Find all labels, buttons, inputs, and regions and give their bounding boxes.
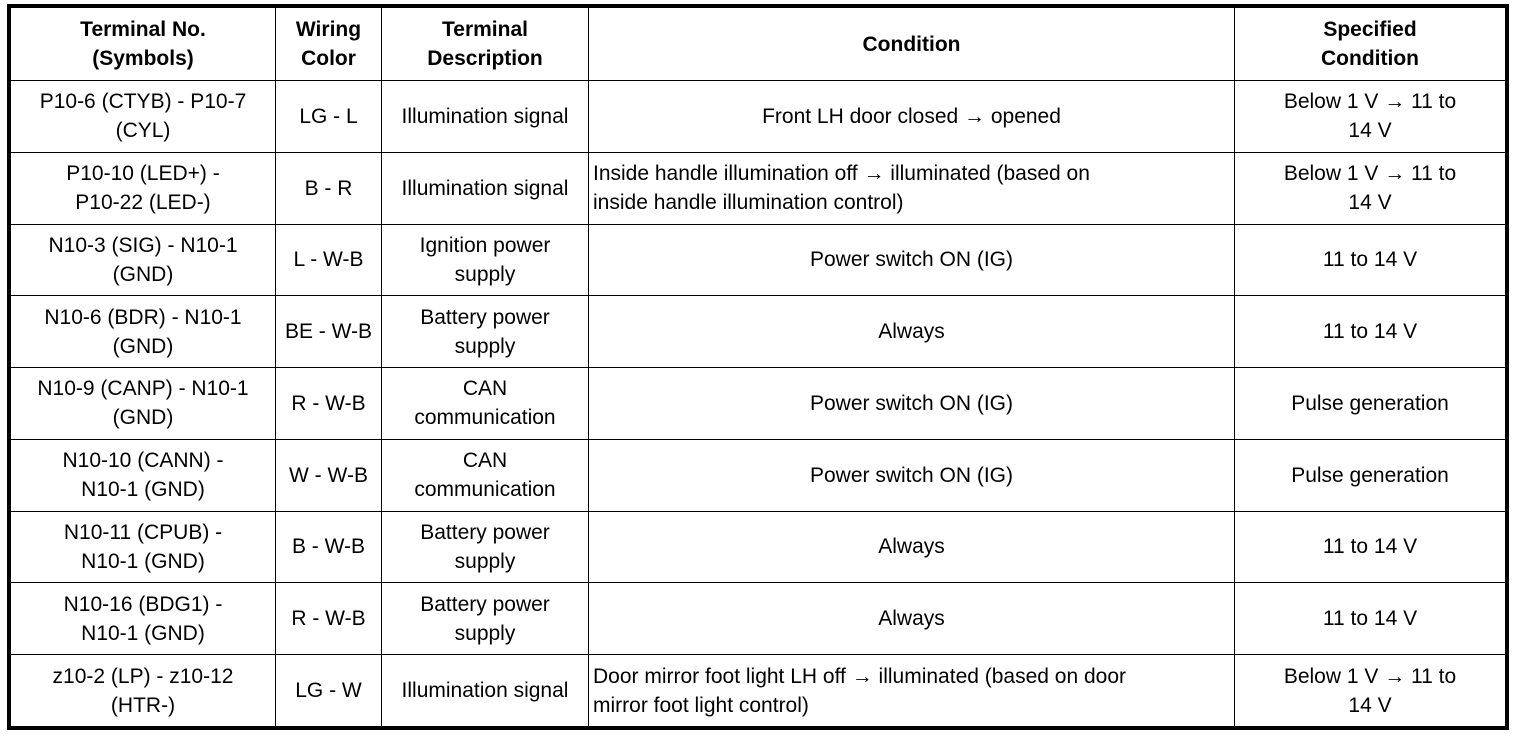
description-cell-line1: Illumination signal — [401, 679, 569, 703]
terminal-cell-line1: z10-2 (LP) - z10-12 — [52, 664, 234, 688]
wiring-color-cell-text: R - W-B — [291, 607, 366, 631]
description-cell-line2: supply — [454, 334, 516, 358]
specified-condition-cell-line1: 11 to 14 V — [1322, 535, 1418, 559]
terminal-cell — [11, 296, 276, 368]
specified-condition-cell — [1235, 439, 1506, 511]
terminal-cell-line2: N10-1 (GND) — [81, 621, 205, 645]
specified-condition-cell — [1235, 368, 1506, 440]
specified-condition-cell — [1235, 655, 1506, 727]
terminal-cell — [11, 152, 276, 224]
condition-cell — [589, 511, 1235, 583]
description-cell-line1: Battery power — [420, 592, 550, 616]
table-body — [11, 81, 1506, 727]
condition-cell-line2: inside handle illumination control) — [593, 191, 904, 215]
condition-cell-line1: Always — [878, 607, 945, 631]
terminal-cell-line2: (GND) — [112, 406, 174, 430]
terminal-cell — [11, 368, 276, 440]
terminal-cell-line1: N10-6 (BDR) - N10-1 — [44, 305, 242, 329]
table-row — [11, 655, 1506, 727]
specified-condition-cell-line1: Pulse generation — [1291, 391, 1449, 415]
wiring-color-cell — [276, 655, 382, 727]
terminal-cell — [11, 81, 276, 153]
condition-cell-line1: Power switch ON (IG) — [809, 248, 1014, 272]
wiring-color-cell-text: LG - W — [295, 679, 362, 703]
header-wiring-color — [276, 8, 382, 81]
header-wiring-color-line1: Wiring — [295, 18, 362, 41]
condition-cell-line1: Power switch ON (IG) — [809, 391, 1014, 415]
specified-condition-cell — [1235, 296, 1506, 368]
terminal-cell-line1: N10-10 (CANN) - — [62, 449, 224, 473]
header-row — [11, 8, 1506, 81]
table-row — [11, 81, 1506, 153]
condition-cell — [589, 224, 1235, 296]
description-cell-line1: Battery power — [420, 520, 550, 544]
header-wiring-color-line2: Color — [301, 47, 356, 70]
description-cell-line2: supply — [454, 549, 516, 573]
terminal-cell — [11, 511, 276, 583]
terminal-cell-line1: P10-10 (LED+) - — [66, 162, 220, 186]
terminal-cell-line2: (GND) — [112, 334, 174, 358]
description-cell-line1: CAN — [462, 377, 508, 401]
terminal-cell-line2: (CYL) — [115, 119, 171, 143]
specified-condition-cell-line1: Below 1 V → 11 to — [1283, 664, 1457, 688]
specified-condition-cell-line2: 14 V — [1348, 693, 1392, 717]
table-row — [11, 439, 1506, 511]
header-terminal-description — [382, 8, 589, 81]
wiring-color-cell — [276, 583, 382, 655]
terminal-cell — [11, 224, 276, 296]
description-cell — [382, 583, 589, 655]
terminal-cell-line1: N10-3 (SIG) - N10-1 — [48, 233, 238, 257]
terminal-table-frame — [7, 4, 1509, 730]
wiring-color-cell — [276, 224, 382, 296]
condition-cell — [589, 583, 1235, 655]
terminal-cell — [11, 655, 276, 727]
condition-cell — [589, 368, 1235, 440]
terminal-cell — [11, 439, 276, 511]
specified-condition-cell — [1235, 81, 1506, 153]
terminal-cell-line1: N10-11 (CPUB) - — [63, 520, 223, 544]
description-cell-line2: communication — [414, 406, 556, 430]
description-cell-line1: Illumination signal — [401, 176, 569, 200]
description-cell-line2: communication — [414, 478, 556, 502]
header-terminal-no-line2: (Symbols) — [92, 47, 194, 70]
condition-cell — [589, 439, 1235, 511]
header-terminal-description-line1: Terminal — [442, 18, 528, 41]
description-cell-line1: Battery power — [420, 305, 550, 329]
condition-cell-line1: Power switch ON (IG) — [809, 463, 1014, 487]
description-cell — [382, 152, 589, 224]
table-row — [11, 296, 1506, 368]
description-cell — [382, 439, 589, 511]
specified-condition-cell-line1: 11 to 14 V — [1322, 248, 1418, 272]
condition-cell-line1: Front LH door closed → opened — [762, 104, 1061, 128]
wiring-color-cell — [276, 296, 382, 368]
terminal-cell-line1: N10-16 (BDG1) - — [63, 592, 223, 616]
description-cell-line1: CAN — [462, 449, 508, 473]
description-cell — [382, 81, 589, 153]
condition-cell-line1: Always — [878, 535, 945, 559]
description-cell-line1: Illumination signal — [401, 104, 569, 128]
header-terminal-description-line2: Description — [427, 47, 543, 70]
header-condition-line1: Condition — [862, 32, 961, 56]
wiring-color-cell — [276, 368, 382, 440]
description-cell — [382, 655, 589, 727]
specified-condition-cell — [1235, 583, 1506, 655]
wiring-color-cell-text: LG - L — [299, 104, 358, 128]
header-condition — [589, 8, 1235, 81]
terminal-cell-line1: N10-9 (CANP) - N10-1 — [37, 377, 249, 401]
specified-condition-cell-line1: Pulse generation — [1291, 463, 1449, 487]
condition-cell-line1: Inside handle illumination off → illuminated (based on — [593, 162, 1090, 186]
table-row — [11, 224, 1506, 296]
description-cell-line2: supply — [454, 262, 516, 286]
condition-cell-line2: mirror foot light control) — [593, 693, 809, 717]
wiring-color-cell — [276, 81, 382, 153]
wiring-color-cell-text: BE - W-B — [284, 320, 373, 344]
condition-cell-line1: Door mirror foot light LH off → illuminated (based on door — [593, 664, 1127, 688]
description-cell — [382, 224, 589, 296]
header-specified-condition — [1235, 8, 1506, 81]
terminal-cell-line2: N10-1 (GND) — [81, 478, 205, 502]
wiring-color-cell-text: B - R — [304, 176, 353, 200]
specified-condition-cell-line1: 11 to 14 V — [1322, 320, 1418, 344]
terminal-cell-line2: P10-22 (LED-) — [75, 191, 211, 215]
wiring-color-cell-text: B - W-B — [291, 535, 366, 559]
description-cell-line2: supply — [454, 621, 516, 645]
terminal-cell-line2: (GND) — [112, 262, 174, 286]
specified-condition-cell — [1235, 152, 1506, 224]
condition-cell — [589, 152, 1235, 224]
table-row — [11, 511, 1506, 583]
condition-cell-line1: Always — [878, 320, 945, 344]
header-specified-condition-line2: Condition — [1321, 47, 1419, 70]
wiring-color-cell-text: R - W-B — [291, 391, 366, 415]
header-terminal-no — [11, 8, 276, 81]
specified-condition-cell-line1: Below 1 V → 11 to — [1283, 90, 1457, 114]
specified-condition-cell — [1235, 224, 1506, 296]
wiring-color-cell — [276, 152, 382, 224]
specified-condition-cell-line2: 14 V — [1348, 191, 1392, 215]
terminal-table — [10, 7, 1506, 727]
wiring-color-cell — [276, 511, 382, 583]
terminal-cell — [11, 583, 276, 655]
wiring-color-cell — [276, 439, 382, 511]
terminal-cell-line1: P10-6 (CTYB) - P10-7 — [39, 90, 247, 114]
header-terminal-no-line1: Terminal No. — [80, 18, 206, 41]
description-cell — [382, 511, 589, 583]
wiring-color-cell-text: W - W-B — [289, 463, 368, 487]
specified-condition-cell-line1: Below 1 V → 11 to — [1283, 162, 1457, 186]
specified-condition-cell — [1235, 511, 1506, 583]
description-cell — [382, 296, 589, 368]
wiring-color-cell-text: L - W-B — [293, 248, 364, 272]
table-row — [11, 583, 1506, 655]
condition-cell — [589, 296, 1235, 368]
description-cell-line1: Ignition power — [419, 233, 551, 257]
header-specified-condition-line1: Specified — [1323, 18, 1417, 41]
terminal-cell-line2: N10-1 (GND) — [81, 549, 205, 573]
condition-cell — [589, 655, 1235, 727]
description-cell — [382, 368, 589, 440]
terminal-cell-line2: (HTR-) — [110, 693, 176, 717]
condition-cell — [589, 81, 1235, 153]
table-row — [11, 152, 1506, 224]
specified-condition-cell-line2: 14 V — [1348, 119, 1392, 143]
table-row — [11, 368, 1506, 440]
specified-condition-cell-line1: 11 to 14 V — [1322, 607, 1418, 631]
